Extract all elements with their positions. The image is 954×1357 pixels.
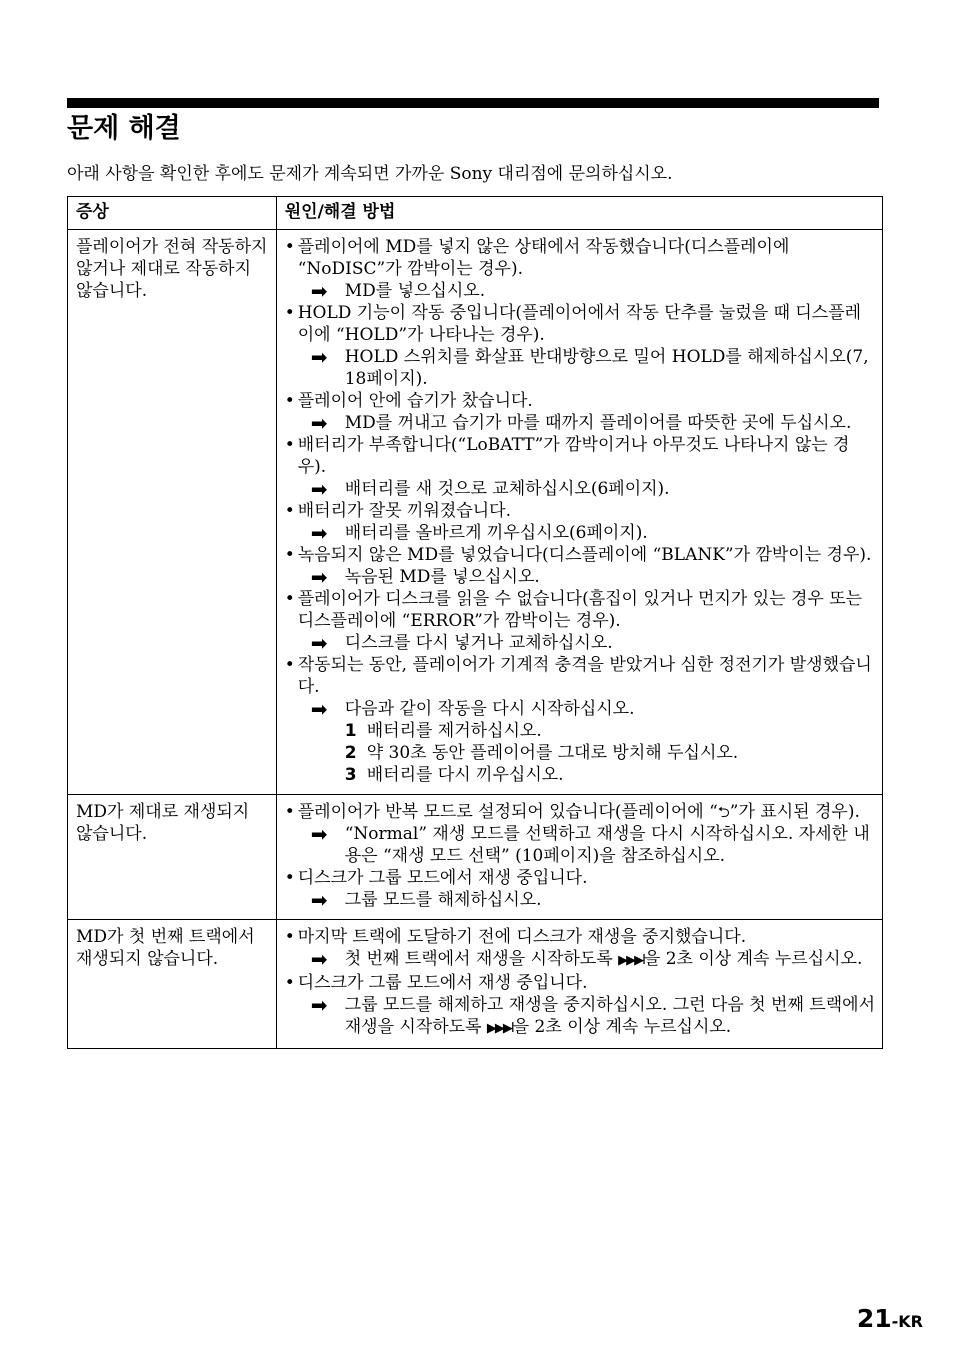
table-row: [68, 795, 883, 920]
step-text: 배터리를 다시 끼우십시오.: [366, 765, 564, 785]
arrow-right-icon: ➡: [310, 279, 328, 303]
symptom-cell: [68, 230, 277, 795]
cause-text: 배터리가 부족합니다(“LoBATT”가 깜박이거나 아무것도 나타나지 않는 경우).: [297, 435, 850, 477]
symptom-text: MD가 첫 번째 트랙에서 재생되지 않습니다.: [76, 927, 255, 969]
cause-list: [285, 926, 876, 1040]
remedy-text: 을 2초 이상 계속 누르십시오.: [643, 949, 863, 969]
cause-item: [285, 544, 876, 588]
cause-item: [285, 972, 876, 1040]
cause-text: ”가 표시된 경우).: [729, 802, 860, 822]
cause-list: [285, 236, 876, 786]
remedy: [298, 478, 876, 500]
remedy: [298, 948, 876, 972]
cause-item: [285, 390, 876, 434]
page-title: 문제 해결: [67, 113, 181, 144]
remedy-text: MD를 넣으십시오.: [344, 281, 486, 301]
repeat-icon: ⮌: [717, 803, 730, 821]
cause-text: 플레이어가 반복 모드로 설정되어 있습니다(플레이어에 “: [297, 802, 718, 822]
cause-item: [285, 236, 876, 302]
cause-text: HOLD 기능이 작동 중입니다(플레이어에서 작동 단추를 눌렀을 때 디스플레이에 “HOLD”가 나타나는 경우).: [297, 303, 862, 345]
intro-text: 아래 사항을 확인한 후에도 문제가 계속되면 가까운 Sony 대리점에 문의하십시오.: [67, 164, 673, 184]
step-number: 3: [344, 765, 357, 785]
arrow-right-icon: ➡: [310, 521, 328, 545]
skip-forward-icon: ▶▶▶I: [486, 1021, 513, 1036]
cause-cell: [276, 230, 882, 795]
cause-text: 플레이어에 MD를 넣지 않은 상태에서 작동했습니다(디스플레이에 “NoDISC”가 깜박이는 경우).: [297, 237, 790, 279]
step-item: [345, 720, 876, 742]
arrow-right-icon: ➡: [310, 947, 328, 971]
remedy: [298, 412, 876, 434]
cause-item: [285, 926, 876, 972]
table-header-row: [68, 197, 883, 230]
cause-cell: [276, 795, 882, 920]
cause-item: [285, 588, 876, 654]
remedy-text: “Normal” 재생 모드를 선택하고 재생을 다시 시작하십시오. 자세한 내용은 “재생 모드 선택” (10페이지)을 참조하십시오.: [344, 824, 870, 866]
step-item: [345, 742, 876, 764]
remedy: [298, 889, 876, 911]
remedy: [298, 280, 876, 302]
cause-list: [285, 801, 876, 911]
remedy-text: 을 2초 이상 계속 누르십시오.: [512, 1017, 732, 1037]
remedy-text: 그룹 모드를 해제하십시오.: [344, 890, 542, 910]
arrow-right-icon: ➡: [310, 345, 328, 369]
step-text: 배터리를 제거하십시오.: [366, 721, 542, 741]
remedy: [298, 994, 876, 1040]
cause-text: 녹음되지 않은 MD를 넣었습니다(디스플레이에 “BLANK”가 깜박이는 경우).: [297, 545, 872, 565]
cause-text: 마지막 트랙에 도달하기 전에 디스크가 재생을 중지했습니다.: [297, 927, 747, 947]
arrow-right-icon: ➡: [310, 993, 328, 1017]
remedy-text: 그룹 모드를 해제하고 재생을 중지하십시오. 그런 다음 첫 번째 트랙에서 재생을 시작하도록: [344, 995, 875, 1037]
symptom-text: 플레이어가 전혀 작동하지 않거나 제대로 작동하지 않습니다.: [76, 237, 268, 301]
remedy-text: 첫 번째 트랙에서 재생을 시작하도록: [344, 949, 619, 969]
arrow-right-icon: ➡: [310, 888, 328, 912]
symptom-cell: [68, 795, 277, 920]
arrow-right-icon: ➡: [310, 631, 328, 655]
arrow-right-icon: ➡: [310, 477, 328, 501]
table-row: [68, 920, 883, 1049]
table-row: [68, 230, 883, 795]
arrow-right-icon: ➡: [310, 822, 328, 846]
remedy: [298, 522, 876, 544]
remedy: [298, 823, 876, 867]
title-rule: [67, 98, 879, 108]
page-number-suffix: -KR: [891, 1312, 923, 1331]
cause-text: 디스크가 그룹 모드에서 재생 중입니다.: [297, 973, 588, 993]
page-number: [857, 1304, 923, 1333]
remedy-text: 다음과 같이 작동을 다시 시작하십시오.: [344, 699, 635, 719]
symptom-text: MD가 제대로 재생되지 않습니다.: [76, 802, 250, 844]
remedy-text: MD를 꺼내고 습기가 마를 때까지 플레이어를 따뜻한 곳에 두십시오.: [344, 413, 852, 433]
skip-forward-icon: ▶▶▶I: [618, 953, 644, 968]
page-number-value: 21: [856, 1304, 892, 1333]
step-number: 2: [344, 743, 357, 763]
troubleshooting-table: [67, 196, 883, 1049]
remedy-text: 녹음된 MD를 넣으십시오.: [344, 567, 540, 587]
arrow-right-icon: ➡: [310, 565, 328, 589]
cause-text: 작동되는 동안, 플레이어가 기계적 충격을 받았거나 심한 정전기가 발생했습니다.: [297, 655, 872, 697]
remedy-text: 디스크를 다시 넣거나 교체하십시오.: [344, 633, 613, 653]
remedy-text: HOLD 스위치를 화살표 반대방향으로 밀어 HOLD를 해제하십시오(7, 18페이지).: [344, 347, 869, 389]
step-text: 약 30초 동안 플레이어를 그대로 방치해 두십시오.: [366, 743, 739, 763]
symptom-cell: [68, 920, 277, 1049]
arrow-right-icon: ➡: [310, 411, 328, 435]
remedy-text: 배터리를 새 것으로 교체하십시오(6페이지).: [344, 479, 670, 499]
cause-item: [285, 654, 876, 786]
step-number: 1: [344, 721, 357, 741]
cause-item: [285, 801, 876, 867]
cause-item: [285, 500, 876, 544]
remedy: [298, 698, 876, 720]
step-item: [345, 764, 876, 786]
header-cause-remedy: 원인/해결 방법: [276, 197, 882, 230]
header-symptom: 증상: [68, 197, 277, 230]
cause-item: [285, 434, 876, 500]
cause-text: 배터리가 잘못 끼워졌습니다.: [297, 501, 511, 521]
cause-text: 디스크가 그룹 모드에서 재생 중입니다.: [297, 868, 588, 888]
cause-item: [285, 302, 876, 390]
cause-text: 플레이어가 디스크를 읽을 수 없습니다(흠집이 있거나 먼지가 있는 경우 또는 디스플레이에 “ERROR”가 깜박이는 경우).: [297, 589, 863, 631]
remedy: [298, 632, 876, 654]
remedy-text: 배터리를 올바르게 끼우십시오(6페이지).: [344, 523, 648, 543]
cause-item: [285, 867, 876, 911]
remedy: [298, 566, 876, 588]
step-list: [298, 720, 876, 786]
cause-cell: [276, 920, 882, 1049]
remedy: [298, 346, 876, 390]
cause-text: 플레이어 안에 습기가 찼습니다.: [297, 391, 533, 411]
arrow-right-icon: ➡: [310, 697, 328, 721]
